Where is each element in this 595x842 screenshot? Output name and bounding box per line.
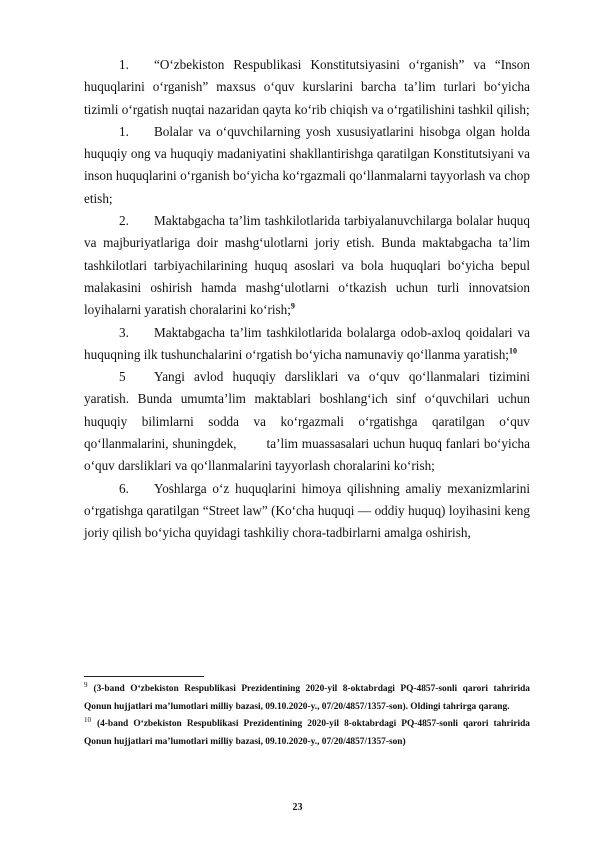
footnotes [84, 681, 530, 751]
footnote-mark: 9 [84, 680, 88, 689]
item-text: “O‘zbekiston Respublikasi Konstitutsiyasini o‘rganish” va “Inson huquqlarini o‘rganish” maxsus o‘quv kurslarini barcha ta’lim turlari bo‘yicha tizimli o‘rgatish nuqtai nazaridan qayta ko‘rib chiqish va o‘rgatilishini tashkil qilish; [84, 57, 530, 117]
list-item-1 [84, 54, 530, 121]
body-text [84, 54, 534, 545]
footnote-text: (4-band O‘zbekiston Respublikasi Prezidentining 2020-yil 8-oktabrdagi PQ-4857-sonli qarori tahririda Qonun hujjatlari ma’lumotlari milliy bazasi, 09.10.2020-y., 07/20/4857/1357-son) [84, 719, 530, 747]
item-text: Maktabgacha ta’lim tashkilotlarida bolalarga odob-axloq qoidalari va huquqning ilk tushunchalarini o‘rgatish bo‘yicha namunaviy qo‘llanma yaratish; [84, 324, 530, 362]
list-item-5 [84, 366, 534, 477]
list-item-2 [84, 121, 530, 210]
list-item-4 [84, 322, 530, 367]
item-text: Maktabgacha ta’lim tashkilotlarida tarbiyalanuvchilarga bolalar huquq va majburiyatlariga doir mashg‘ulotlarni joriy etish. Bunda maktabgacha ta’lim tashkilotlari tarbiyachilarining huquq asoslari va bola huquqlari bo‘yicha bepul malakasini oshirish hamda mashg‘ulotlarni o‘tkazish uchun turli innovatsion loyihalarni yaratish choralarini ko‘rish; [84, 213, 530, 318]
item-number: 1. [119, 123, 129, 139]
footnote-9 [84, 681, 530, 716]
item-text: Bolalar va o‘quvchilarning yosh xususiyatlarini hisobga olgan holda huquqiy ong va huquqiy madaniyatini shakllantirishga qaratilgan Konstitutsiyani va inson huquqlarini o‘rganish bo‘yicha ko‘rgazmali qo‘llanmalarni tayyorlash va chop etish; [84, 123, 530, 206]
item-number: 2. [119, 213, 129, 229]
footnote-separator [84, 676, 204, 677]
footnote-text: (3-band O‘zbekiston Respublikasi Prezidentining 2020-yil 8-oktabrdagi PQ-4857-sonli qarori tahririda Qonun hujjatlari ma’lumotlari milliy bazasi, 09.10.2020-y., 07/20/4857/1357-son). Oldingi tahrirga qarang. [84, 684, 530, 712]
item-number: 6. [119, 480, 129, 496]
list-item-3 [84, 210, 530, 321]
item-number: 1. [119, 57, 129, 72]
item-text: Yangi avlod huquqiy darsliklari va o‘quv qo‘llanmalari tizimini yaratish. Bunda umumta’lim maktablari boshlang‘ich sinf o‘quvchilari uchun huquqiy bilimlarni sodda va ko‘rgazmali o‘rgatishga qaratilgan o‘quv qo‘llanmalarini, shuningdek, ta’lim muassasalari uchun huquq fanlari bo‘yicha o‘quv darsliklari va qo‘llanmalarini tayyorlash choralarini ko‘rish; [84, 369, 534, 474]
item-text: Yoshlarga o‘z huquqlarini himoya qilishning amaliy mexanizmlarini o‘rgatishga qaratilgan “Street law” (Ko‘cha huquqi — oddiy huquq) loyihasini keng joriy qilish bo‘yicha quyidagi tashkiliy chora-tadbirlarni amalga oshirish, [84, 480, 530, 541]
footnote-ref-9[interactable]: 9 [290, 301, 295, 311]
footnote-10 [84, 716, 530, 751]
item-number: 5 [119, 369, 126, 385]
footnote-mark: 10 [84, 716, 91, 725]
item-number: 3. [119, 324, 129, 340]
page-number: 23 [292, 802, 303, 813]
footnote-ref-10[interactable]: 10 [508, 346, 517, 356]
list-item-6 [84, 478, 530, 545]
